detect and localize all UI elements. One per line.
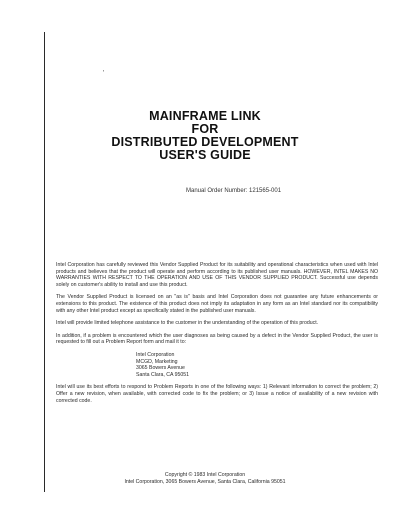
notice-body (56, 262, 378, 410)
manual-order-number: Manual Order Number: 121565-001 (186, 188, 282, 194)
stray-mark: ' (103, 70, 105, 77)
footer-address: Intel Corporation, 3065 Bowers Avenue, Santa Clara, California 95051 (124, 478, 286, 485)
address-line-1: Intel Corporation (136, 351, 175, 358)
copyright-line: Copyright © 1983 Intel Corporation (164, 472, 246, 478)
title-line-2: FOR (191, 122, 219, 136)
paragraph-license: The Vendor Supplied Product is licensed on an "as is" basis and Intel Corporation does not guarantee any future enhancements or extensions to this product. The existence of this product does not imply its adaptation in any form as an Intel standard nor its compatibility with any other Intel product except as specifically stated in the published user manuals. (56, 294, 378, 314)
paragraph-response: Intel will use its best efforts to respond to Problem Reports in one of the following ways: 1) Relevant information to correct the problem; 2) Offer a new revision, when available, with corrected code to fix the problem; or 3) Issue a notice of availability of a new revision with corrected code. (56, 384, 378, 404)
mailing-address (136, 352, 378, 378)
paragraph-assistance: Intel will provide limited telephone assistance to the customer in the understanding of the operation of this product. (56, 320, 319, 327)
title-line-3: DISTRIBUTED DEVELOPMENT (111, 135, 299, 149)
paragraph-warranty: Intel Corporation has carefully reviewed this Vendor Supplied Product for its suitability and operational characteristics when used with Intel products and believes that the product will operate and perform according to its published user manuals. HOWEVER, INTEL MAKES NO WARRANTIES WITH RESPECT TO THE OPERATION AND USE OF THIS VENDOR SUPPLIED PRODUCT. Successful use depends solely on customer's ability to install and use this product. (56, 262, 378, 288)
page-footer (60, 472, 350, 485)
title-line-1: MAINFRAME LINK (149, 109, 261, 123)
address-line-2: MCGD, Marketing (136, 358, 178, 365)
left-margin-rule (44, 32, 45, 492)
address-line-4: Santa Clara, CA 95051 (136, 371, 190, 378)
address-line-3: 3065 Bowers Avenue (136, 365, 185, 372)
title-line-4: USER'S GUIDE (159, 148, 251, 162)
paragraph-problem-report: In addition, if a problem is encountered which the user diagnoses as being caused by a defect in the Vendor Supplied Product, the user is requested to fill out a Problem Report form and mail it to: (56, 332, 378, 346)
document-title (60, 110, 350, 162)
